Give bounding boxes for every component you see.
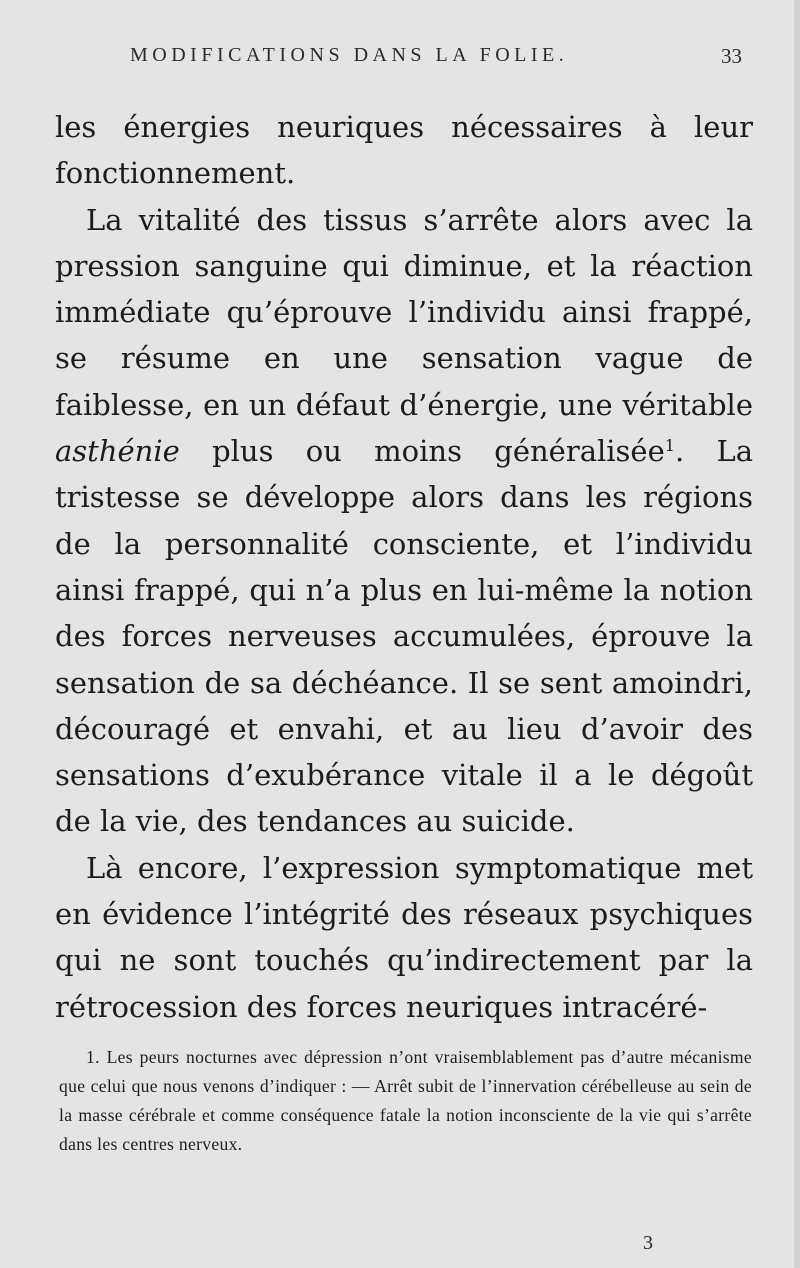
- paragraph-expression: Là encore, l’expression symptomatique met en évidence l’intégrité des réseaux psychiques qui ne sont touchés qu’indirectement par la rétrocession des forces neuriques intracéré-: [55, 850, 753, 1024]
- paragraph-text: . La tristesse se développe alors dans les régions de la personnalité consciente, et l’individu ainsi frappé, qui n’a plus en lui-même la notion des forces nerveuses accumulées, éprouve la sensation de sa déchéance. Il se sent amoindri, découragé et envahi, et au lieu d’avoir des sensations d’exubérance vitale il a le dégoût de la vie, des tendances au suicide.: [55, 434, 753, 839]
- paragraph-vitality: [55, 197, 753, 845]
- body-text: [55, 104, 753, 1030]
- signature-mark: 3: [643, 1232, 653, 1254]
- paragraph-text: plus ou moins généralisée: [179, 434, 665, 469]
- italic-term: asthénie: [55, 434, 180, 469]
- running-head: MODIFICATIONS DANS LA FOLIE.: [130, 44, 569, 66]
- footnote-reference: 1: [664, 436, 675, 456]
- footnote: [59, 1043, 752, 1159]
- paragraph-continuation: les énergies neuriques nécessaires à leur fonctionnement.: [55, 110, 753, 191]
- page-edge: [794, 0, 800, 1268]
- paragraph-text: La vitalité des tissus s’arrête alors avec la pression sanguine qui diminue, et la réaction immédiate qu’éprouve l’individu ainsi frappé, se résume en une sensation vague de faiblesse, en un défaut d’énergie, une véritable: [55, 202, 753, 422]
- page-number: 33: [721, 44, 742, 68]
- footnote-text: 1. Les peurs nocturnes avec dépression n’ont vraisemblablement pas d’autre mécanisme que celui que nous venons d’indiquer : — Arrêt subit de l’innervation cérébelleuse au sein de la masse cérébrale et comme conséquence fatale la notion inconsciente de la vie qui s’arrête dans les centres nerveux.: [59, 1047, 752, 1154]
